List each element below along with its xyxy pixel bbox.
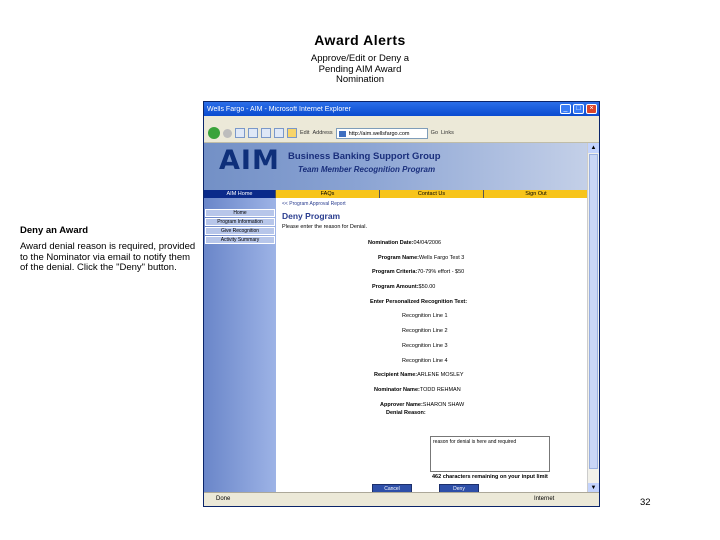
- program-amount-label: Program Amount:: [372, 284, 419, 290]
- browser-window: [203, 101, 600, 507]
- deny-form: [282, 198, 582, 493]
- recognition-line-2: Recognition Line 2: [402, 328, 448, 334]
- program-criteria-row: [372, 269, 464, 275]
- maximize-button[interactable]: □: [573, 104, 584, 114]
- scroll-thumb[interactable]: [589, 154, 598, 469]
- chars-remaining: 462 characters remaining on your input limit: [432, 474, 548, 480]
- program-amount-row: [372, 284, 435, 290]
- go-button[interactable]: Go: [430, 130, 439, 136]
- favorites-icon[interactable]: [287, 128, 297, 138]
- recognition-line-1: Recognition Line 1: [402, 313, 448, 319]
- scroll-down-icon[interactable]: ▼: [588, 483, 599, 493]
- banner-title: Business Banking Support Group: [288, 151, 441, 162]
- nomination-date-label: Nomination Date:: [368, 240, 414, 246]
- browser-toolbar: [204, 124, 599, 143]
- breadcrumb-link[interactable]: << Program Approval Report: [282, 201, 346, 207]
- program-criteria-label: Program Criteria:: [372, 269, 418, 275]
- recipient-row: [374, 372, 464, 378]
- nav-faqs[interactable]: FAQs: [276, 190, 380, 198]
- denial-reason-label: Denial Reason:: [386, 410, 426, 416]
- site-banner: [204, 143, 589, 190]
- nominator-value: TODD REHMAN: [419, 387, 461, 393]
- program-amount-value: $50.00: [418, 284, 436, 290]
- deny-button[interactable]: Deny: [439, 484, 479, 493]
- approver-label: Approver Name:: [380, 402, 423, 408]
- stop-icon[interactable]: [235, 128, 245, 138]
- site-navbar: [204, 190, 589, 198]
- search-icon[interactable]: [274, 128, 284, 138]
- nav-contact-us[interactable]: Contact Us: [380, 190, 484, 198]
- left-sidebar: [204, 198, 276, 493]
- denial-reason-textarea[interactable]: reason for denial is here and required: [430, 436, 550, 472]
- minimize-button[interactable]: _: [560, 104, 571, 114]
- nominator-label: Nominator Name:: [374, 387, 420, 393]
- refresh-icon[interactable]: [248, 128, 258, 138]
- browser-titlebar: [204, 102, 599, 116]
- zone-text: Internet: [534, 496, 555, 502]
- recognition-line-3: Recognition Line 3: [402, 343, 448, 349]
- status-bar: [204, 492, 599, 506]
- vertical-scrollbar[interactable]: [587, 143, 599, 493]
- side-description: Award denial reason is required, provided to the Nominator via email to notify them of the denial. Click the "Deny" button.: [20, 241, 196, 273]
- menu-activity-summary[interactable]: Activity Summary: [205, 236, 275, 244]
- instruction-text: Please enter the reason for Denial.: [282, 224, 367, 230]
- recipient-label: Recipient Name:: [374, 372, 418, 378]
- address-input[interactable]: http://aim.wellsfargo.com: [336, 128, 428, 139]
- close-button[interactable]: ×: [586, 104, 597, 114]
- menu-home[interactable]: Home: [205, 209, 275, 217]
- page-content: [204, 143, 589, 493]
- program-name-value: Wells Fargo Test 3: [418, 255, 465, 261]
- menu-bar: [204, 116, 599, 124]
- home-icon[interactable]: [261, 128, 271, 138]
- side-heading: Deny an Award: [20, 225, 89, 236]
- browser-title: Wells Fargo - AIM - Microsoft Internet Explorer: [207, 105, 351, 113]
- nav-aim-home[interactable]: AIM Home: [204, 190, 276, 198]
- address-label: Address: [312, 130, 333, 136]
- approver-row: [380, 402, 464, 408]
- nomination-date-value: 04/04/2006: [413, 240, 442, 246]
- menu-give-recognition[interactable]: Give Recognition: [205, 227, 275, 235]
- slide-subtitle: Approve/Edit or Deny a Pending AIM Award Nomination: [310, 53, 410, 85]
- nominator-row: [374, 387, 461, 393]
- page-number: 32: [640, 497, 651, 508]
- nomination-date-row: [368, 240, 441, 246]
- scroll-up-icon[interactable]: ▲: [588, 143, 599, 153]
- recipient-value: ARLENE MOSLEY: [417, 372, 464, 378]
- aim-logo: AIM: [219, 145, 280, 176]
- program-criteria-value: 70-79% effort - $50: [417, 269, 465, 275]
- nav-sign-out[interactable]: Sign Out: [484, 190, 589, 198]
- page-heading: Deny Program: [282, 211, 341, 221]
- links-label[interactable]: Links: [441, 130, 454, 136]
- program-name-row: [378, 255, 464, 261]
- left-menu: [205, 209, 275, 245]
- cancel-button[interactable]: Cancel: [372, 484, 412, 493]
- approver-value: SHARON SHAW: [422, 402, 465, 408]
- program-name-label: Program Name:: [378, 255, 419, 261]
- menu-program-information[interactable]: Program Information: [205, 218, 275, 226]
- edit-menu[interactable]: Edit: [300, 130, 310, 136]
- recognition-line-4: Recognition Line 4: [402, 358, 448, 364]
- banner-subtitle: Team Member Recognition Program: [298, 165, 436, 174]
- slide-title: Award Alerts: [314, 32, 406, 48]
- forward-icon[interactable]: [223, 129, 232, 138]
- status-text: Done: [216, 496, 231, 502]
- personalized-text-label: Enter Personalized Recognition Text:: [370, 299, 468, 305]
- back-icon[interactable]: [208, 127, 220, 139]
